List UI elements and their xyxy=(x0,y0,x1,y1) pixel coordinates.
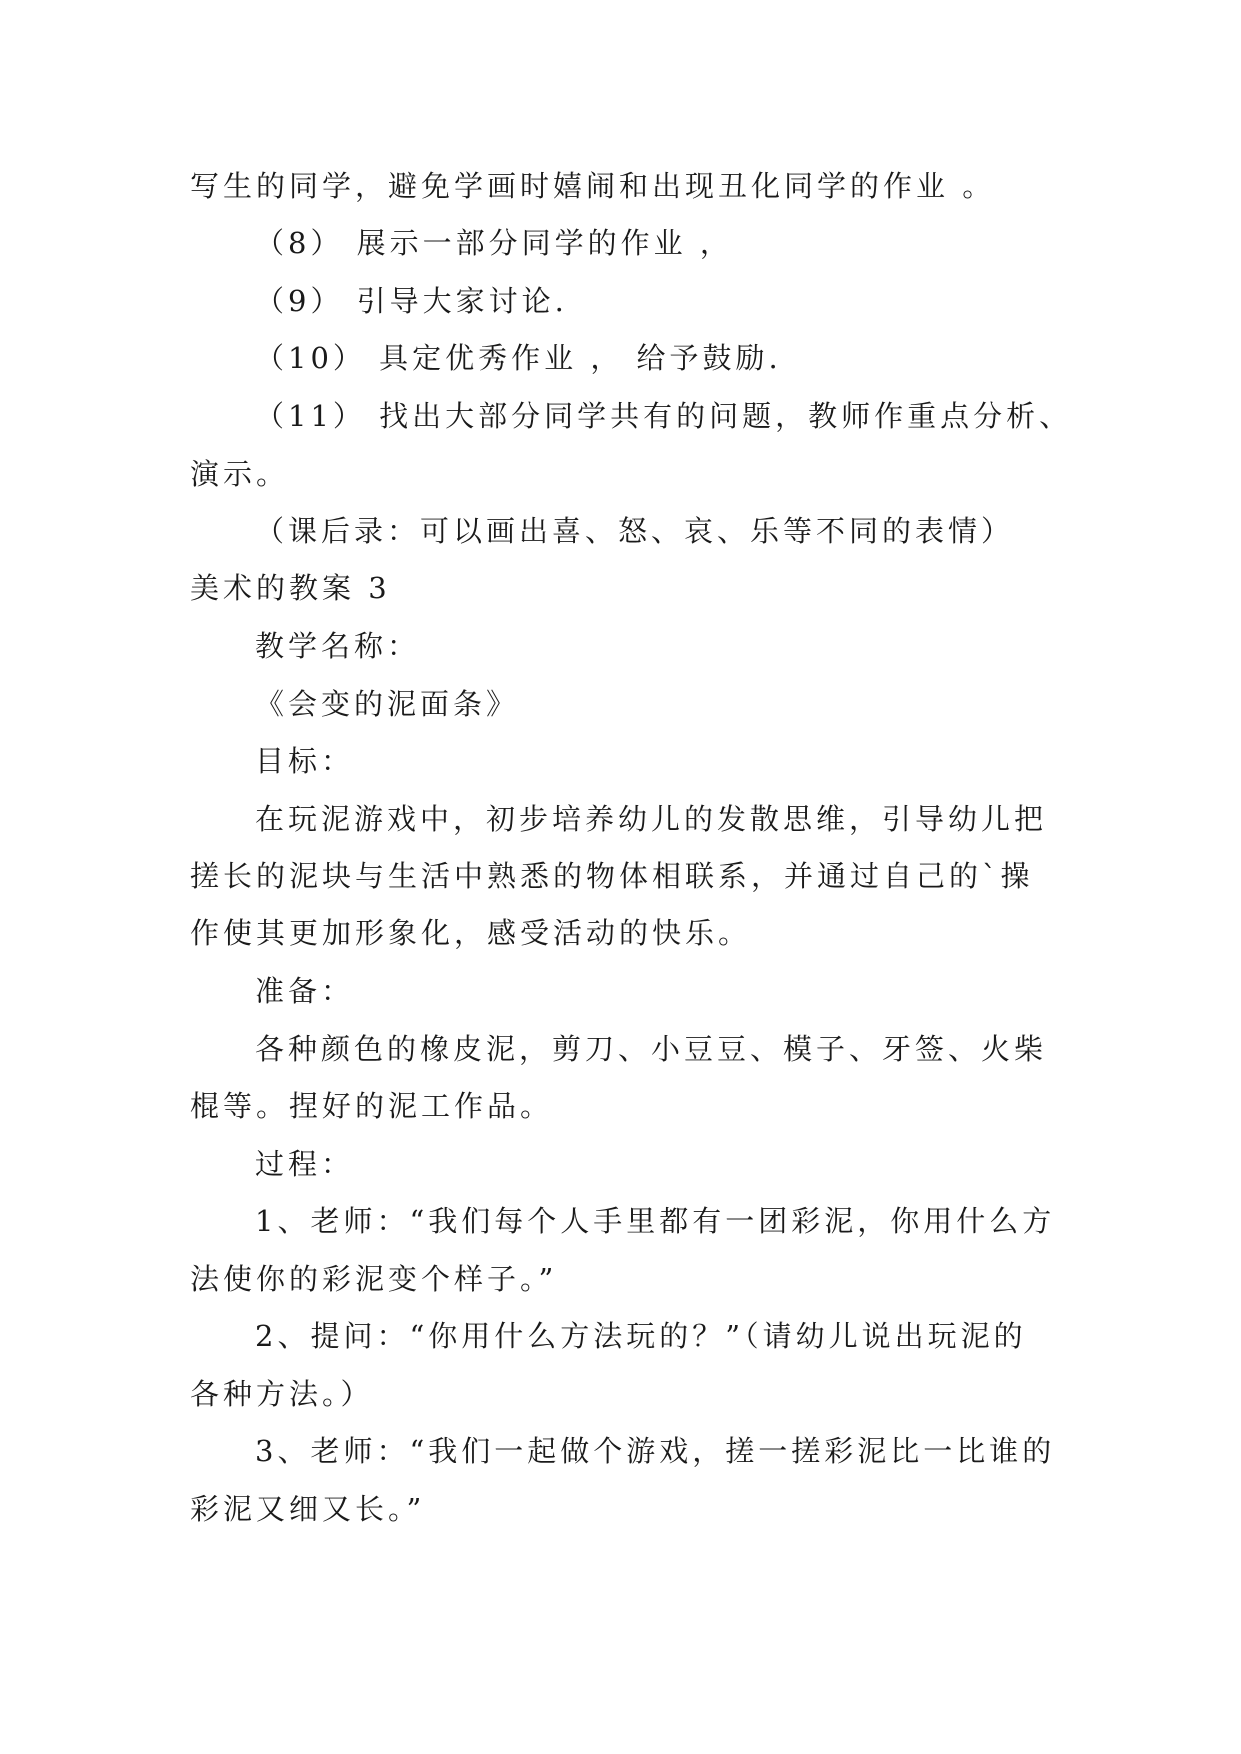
text-line: 各种颜色的橡皮泥，剪刀、小豆豆、模子、牙签、火柴 xyxy=(255,1032,1048,1066)
text-line: 3、老师：“我们一起做个游戏，搓一搓彩泥比一比谁的 xyxy=(255,1434,1056,1468)
text-line: 《会变的泥面条》 xyxy=(255,687,520,721)
text-line: 过程： xyxy=(255,1147,355,1181)
text-line: 2、提问：“你用什么方法玩的？”（请幼儿说出玩泥的 xyxy=(255,1319,1027,1353)
text-line: 各种方法。） xyxy=(190,1377,374,1411)
text-line: 作使其更加形象化，感受活动的快乐。 xyxy=(190,916,752,950)
text-line: 教学名称： xyxy=(255,629,421,663)
text-line: （11） 找出大部分同学共有的问题，教师作重点分析、 xyxy=(255,399,1073,433)
section-heading: 美术的教案 3 xyxy=(190,571,391,605)
text-line: （8） 展示一部分同学的作业 ， xyxy=(255,226,733,260)
text-line: 棍等。捏好的泥工作品。 xyxy=(190,1089,554,1123)
text-line: （9） 引导大家讨论. xyxy=(255,284,568,318)
text-line: 彩泥又细又长。” xyxy=(190,1492,426,1526)
text-line: 法使你的彩泥变个样子。” xyxy=(190,1262,558,1296)
text-line: 演示。 xyxy=(190,457,290,491)
text-line: 1、老师：“我们每个人手里都有一团彩泥，你用什么方 xyxy=(255,1204,1056,1238)
text-line: 搓长的泥块与生活中熟悉的物体相联系，并通过自己的`操 xyxy=(190,859,1034,893)
text-line: 在玩泥游戏中，初步培养幼儿的发散思维，引导幼儿把 xyxy=(255,802,1048,836)
text-line: 写生的同学，避免学画时嬉闹和出现丑化同学的作业 。 xyxy=(190,169,996,203)
text-line: （课后录：可以画出喜、怒、哀、乐等不同的表情） xyxy=(255,514,1015,548)
text-line: （10） 具定优秀作业 ， 给予鼓励. xyxy=(255,341,782,375)
text-line: 目标： xyxy=(255,744,355,778)
text-line: 准备： xyxy=(255,974,355,1008)
